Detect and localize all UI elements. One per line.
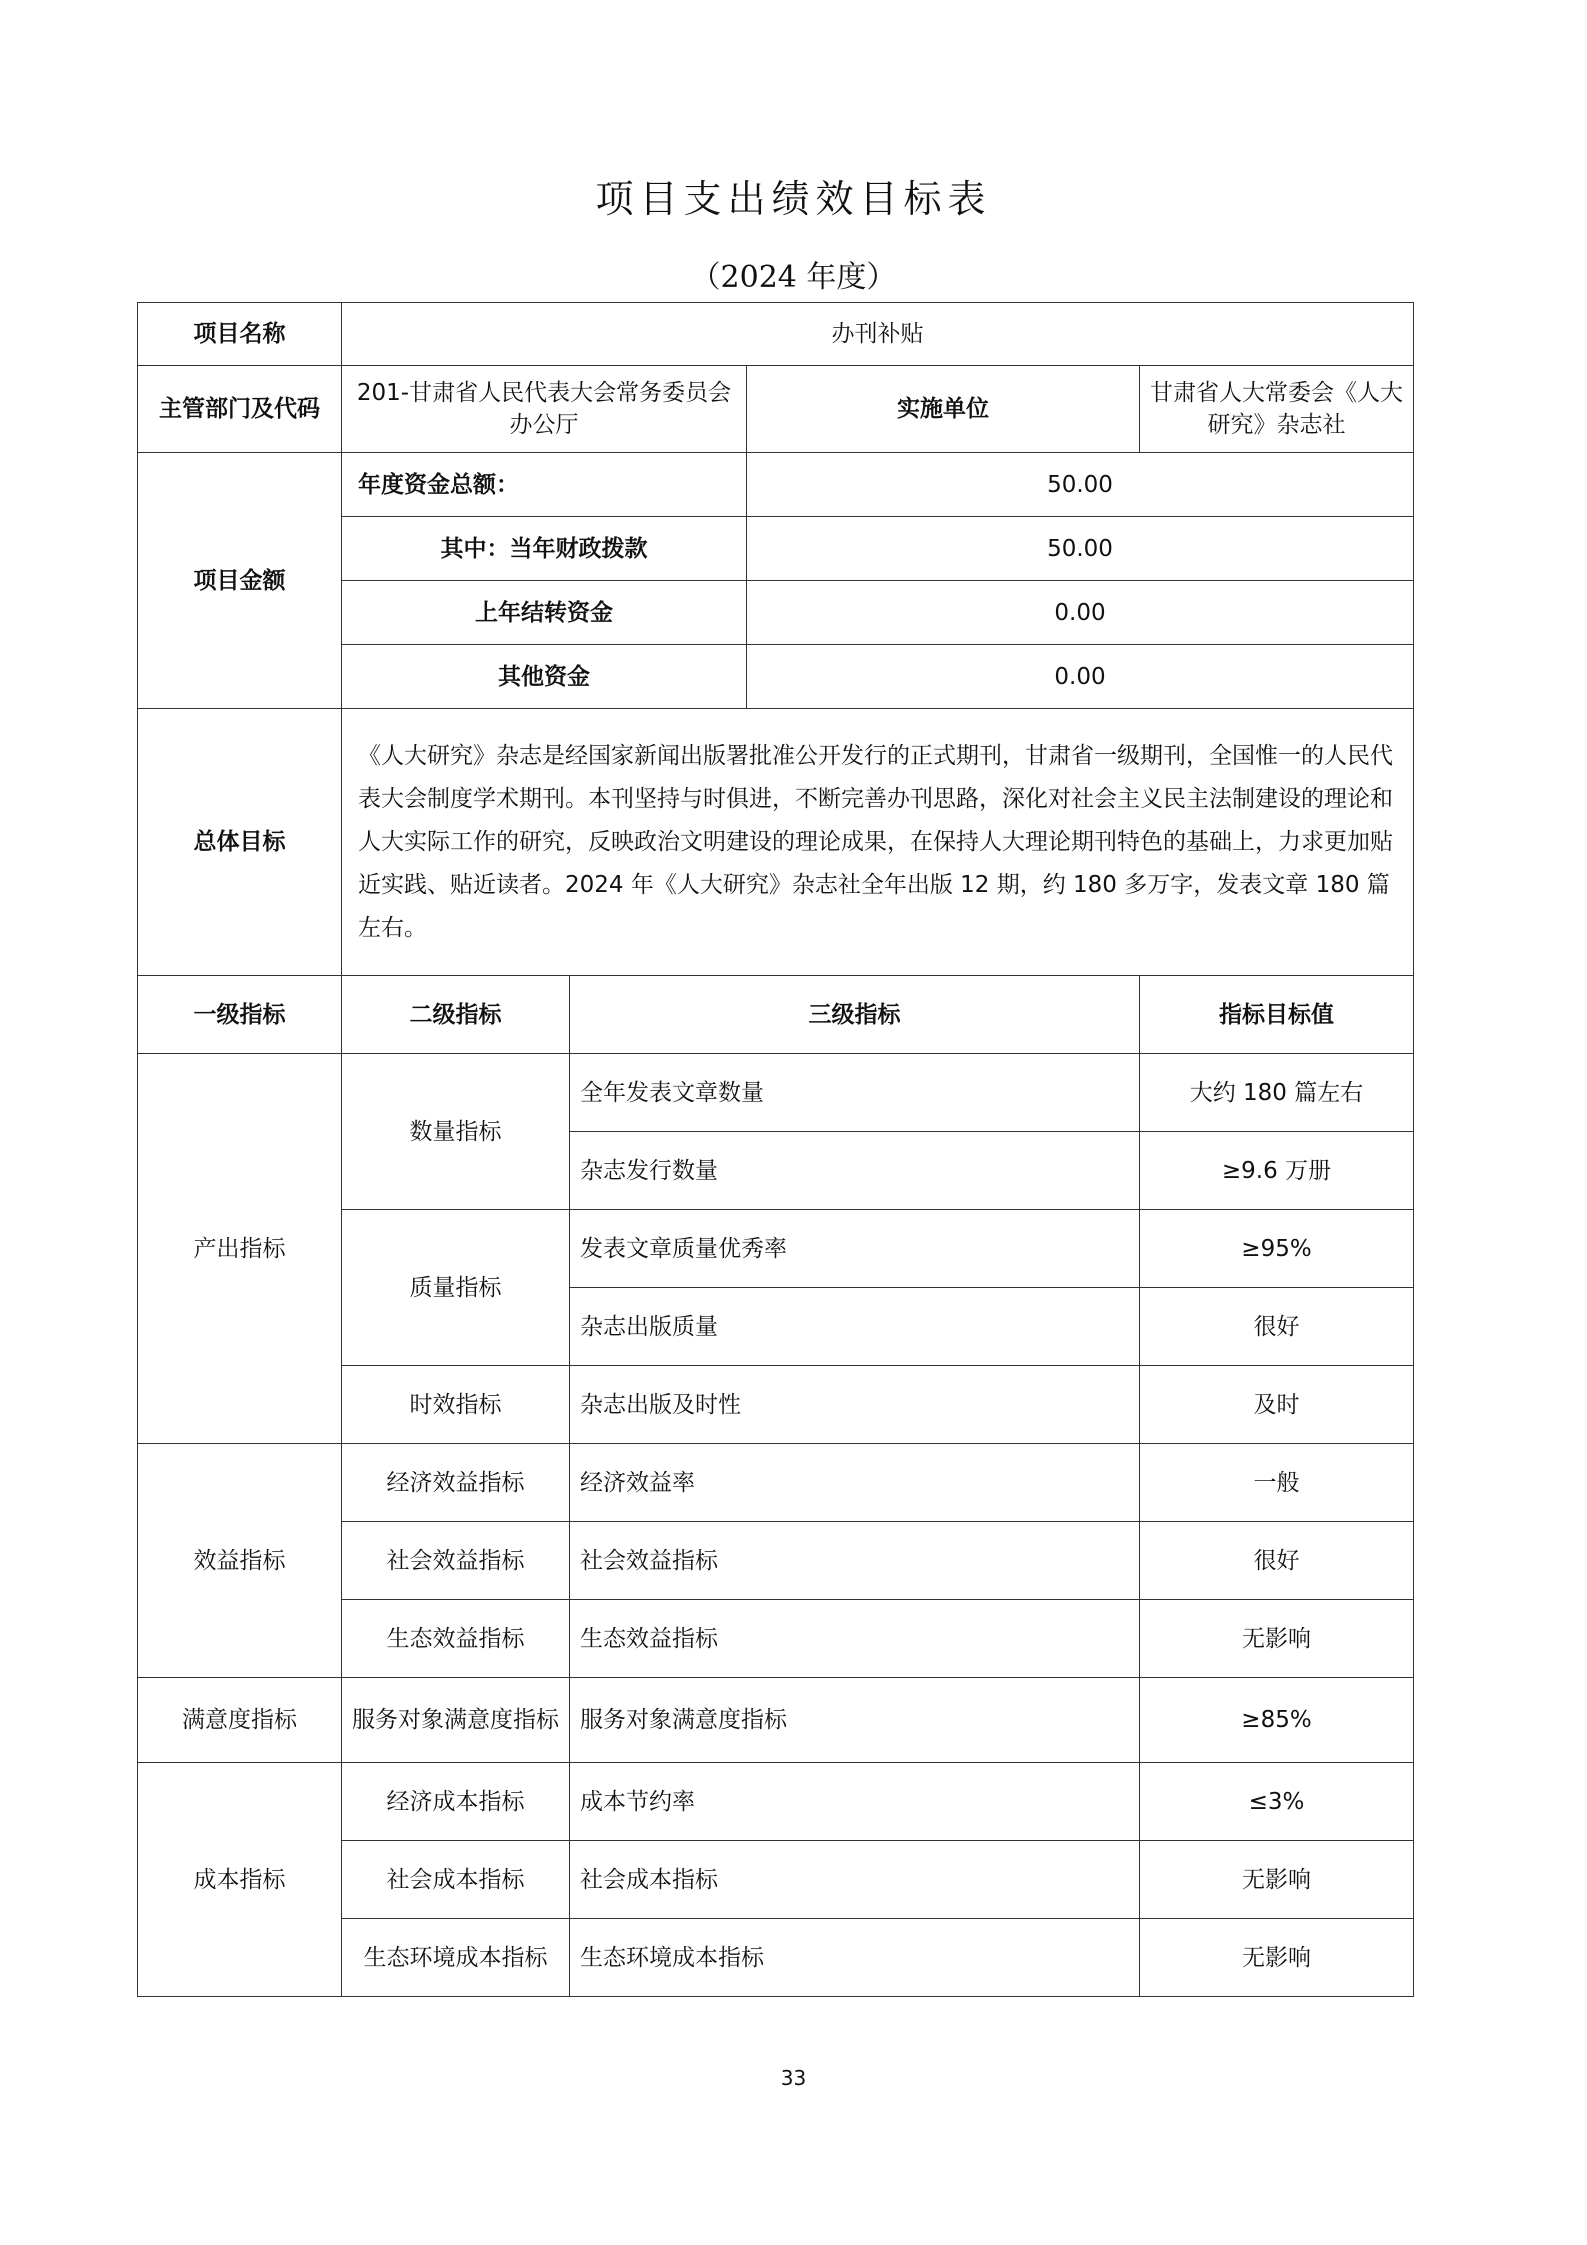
project-name-value: 办刊补贴	[342, 303, 1414, 366]
level1-benefit: 效益指标	[138, 1444, 342, 1678]
page-number: 33	[780, 2066, 807, 2090]
funds-row	[138, 453, 1414, 517]
funds-carryover-label: 上年结转资金	[342, 581, 747, 645]
level2-cell: 生态效益指标	[342, 1600, 570, 1678]
funds-other-value: 0.00	[747, 645, 1414, 709]
funds-fiscal-label: 其中：当年财政拨款	[342, 517, 747, 581]
level3-cell: 杂志出版质量	[570, 1288, 1140, 1366]
target-cell: 无影响	[1140, 1919, 1414, 1997]
target-cell: ≥95%	[1140, 1210, 1414, 1288]
level3-cell: 服务对象满意度指标	[570, 1678, 1140, 1763]
overall-goal-row	[138, 709, 1414, 976]
target-cell: 很好	[1140, 1288, 1414, 1366]
implementer-value: 甘肃省人大常委会《人大研究》杂志社	[1140, 366, 1414, 453]
level3-cell: 杂志出版及时性	[570, 1366, 1140, 1444]
level2-timeliness: 时效指标	[342, 1366, 570, 1444]
department-label: 主管部门及代码	[138, 366, 342, 453]
overall-goal-text: 《人大研究》杂志是经国家新闻出版署批准公开发行的正式期刊，甘肃省一级期刊，全国惟一的人民代表大会制度学术期刊。本刊坚持与时俱进，不断完善办刊思路，深化对社会主义民主法制建设的理论和人大实际工作的研究，反映政治文明建设的理论成果，在保持人大理论期刊特色的基础上，力求更加贴近实践、贴近读者。2024 年《人大研究》杂志社全年出版 12 期，约 180 多万字，发表文章 180 篇左右。	[342, 709, 1414, 976]
funds-fiscal-value: 50.00	[747, 517, 1414, 581]
target-cell: 大约 180 篇左右	[1140, 1054, 1414, 1132]
level2-cell: 社会成本指标	[342, 1841, 570, 1919]
level2-cell: 经济成本指标	[342, 1763, 570, 1841]
target-cell: 无影响	[1140, 1841, 1414, 1919]
target-cell: ≤3%	[1140, 1763, 1414, 1841]
department-value: 201-甘肃省人民代表大会常务委员会办公厅	[342, 366, 747, 453]
funds-total-value: 50.00	[747, 453, 1414, 517]
target-cell: 一般	[1140, 1444, 1414, 1522]
level2-quantity: 数量指标	[342, 1054, 570, 1210]
funds-total-label: 年度资金总额：	[342, 453, 747, 517]
level3-cell: 社会效益指标	[570, 1522, 1140, 1600]
project-name-row	[138, 303, 1414, 366]
funds-other-label: 其他资金	[342, 645, 747, 709]
level2-cell: 服务对象满意度指标	[342, 1678, 570, 1763]
department-row	[138, 366, 1414, 453]
header-level2: 二级指标	[342, 976, 570, 1054]
target-cell: 很好	[1140, 1522, 1414, 1600]
project-name-label: 项目名称	[138, 303, 342, 366]
level2-quality: 质量指标	[342, 1210, 570, 1366]
target-cell: 无影响	[1140, 1600, 1414, 1678]
target-cell: ≥85%	[1140, 1678, 1414, 1763]
level2-cell: 经济效益指标	[342, 1444, 570, 1522]
table-row	[138, 1444, 1414, 1522]
overall-goal-label: 总体目标	[138, 709, 342, 976]
header-level3: 三级指标	[570, 976, 1140, 1054]
level3-cell: 经济效益率	[570, 1444, 1140, 1522]
level2-cell: 生态环境成本指标	[342, 1919, 570, 1997]
level3-cell: 社会成本指标	[570, 1841, 1140, 1919]
level2-cell: 社会效益指标	[342, 1522, 570, 1600]
level3-cell: 发表文章质量优秀率	[570, 1210, 1140, 1288]
performance-table	[137, 302, 1414, 1997]
level3-cell: 全年发表文章数量	[570, 1054, 1140, 1132]
level3-cell: 杂志发行数量	[570, 1132, 1140, 1210]
implementer-label: 实施单位	[747, 366, 1140, 453]
level3-cell: 成本节约率	[570, 1763, 1140, 1841]
header-target: 指标目标值	[1140, 976, 1414, 1054]
page-subtitle: （2024 年度）	[690, 260, 897, 295]
target-cell: ≥9.6 万册	[1140, 1132, 1414, 1210]
header-level1: 一级指标	[138, 976, 342, 1054]
level3-cell: 生态效益指标	[570, 1600, 1140, 1678]
level1-output: 产出指标	[138, 1054, 342, 1444]
page-title: 项目支出绩效目标表	[595, 177, 992, 221]
level1-satisfaction: 满意度指标	[138, 1678, 342, 1763]
funds-label: 项目金额	[138, 453, 342, 709]
level3-cell: 生态环境成本指标	[570, 1919, 1140, 1997]
table-row	[138, 1054, 1414, 1132]
table-row	[138, 1763, 1414, 1841]
level1-cost: 成本指标	[138, 1763, 342, 1997]
target-cell: 及时	[1140, 1366, 1414, 1444]
funds-carryover-value: 0.00	[747, 581, 1414, 645]
table-row	[138, 1678, 1414, 1763]
indicator-header-row	[138, 976, 1414, 1054]
